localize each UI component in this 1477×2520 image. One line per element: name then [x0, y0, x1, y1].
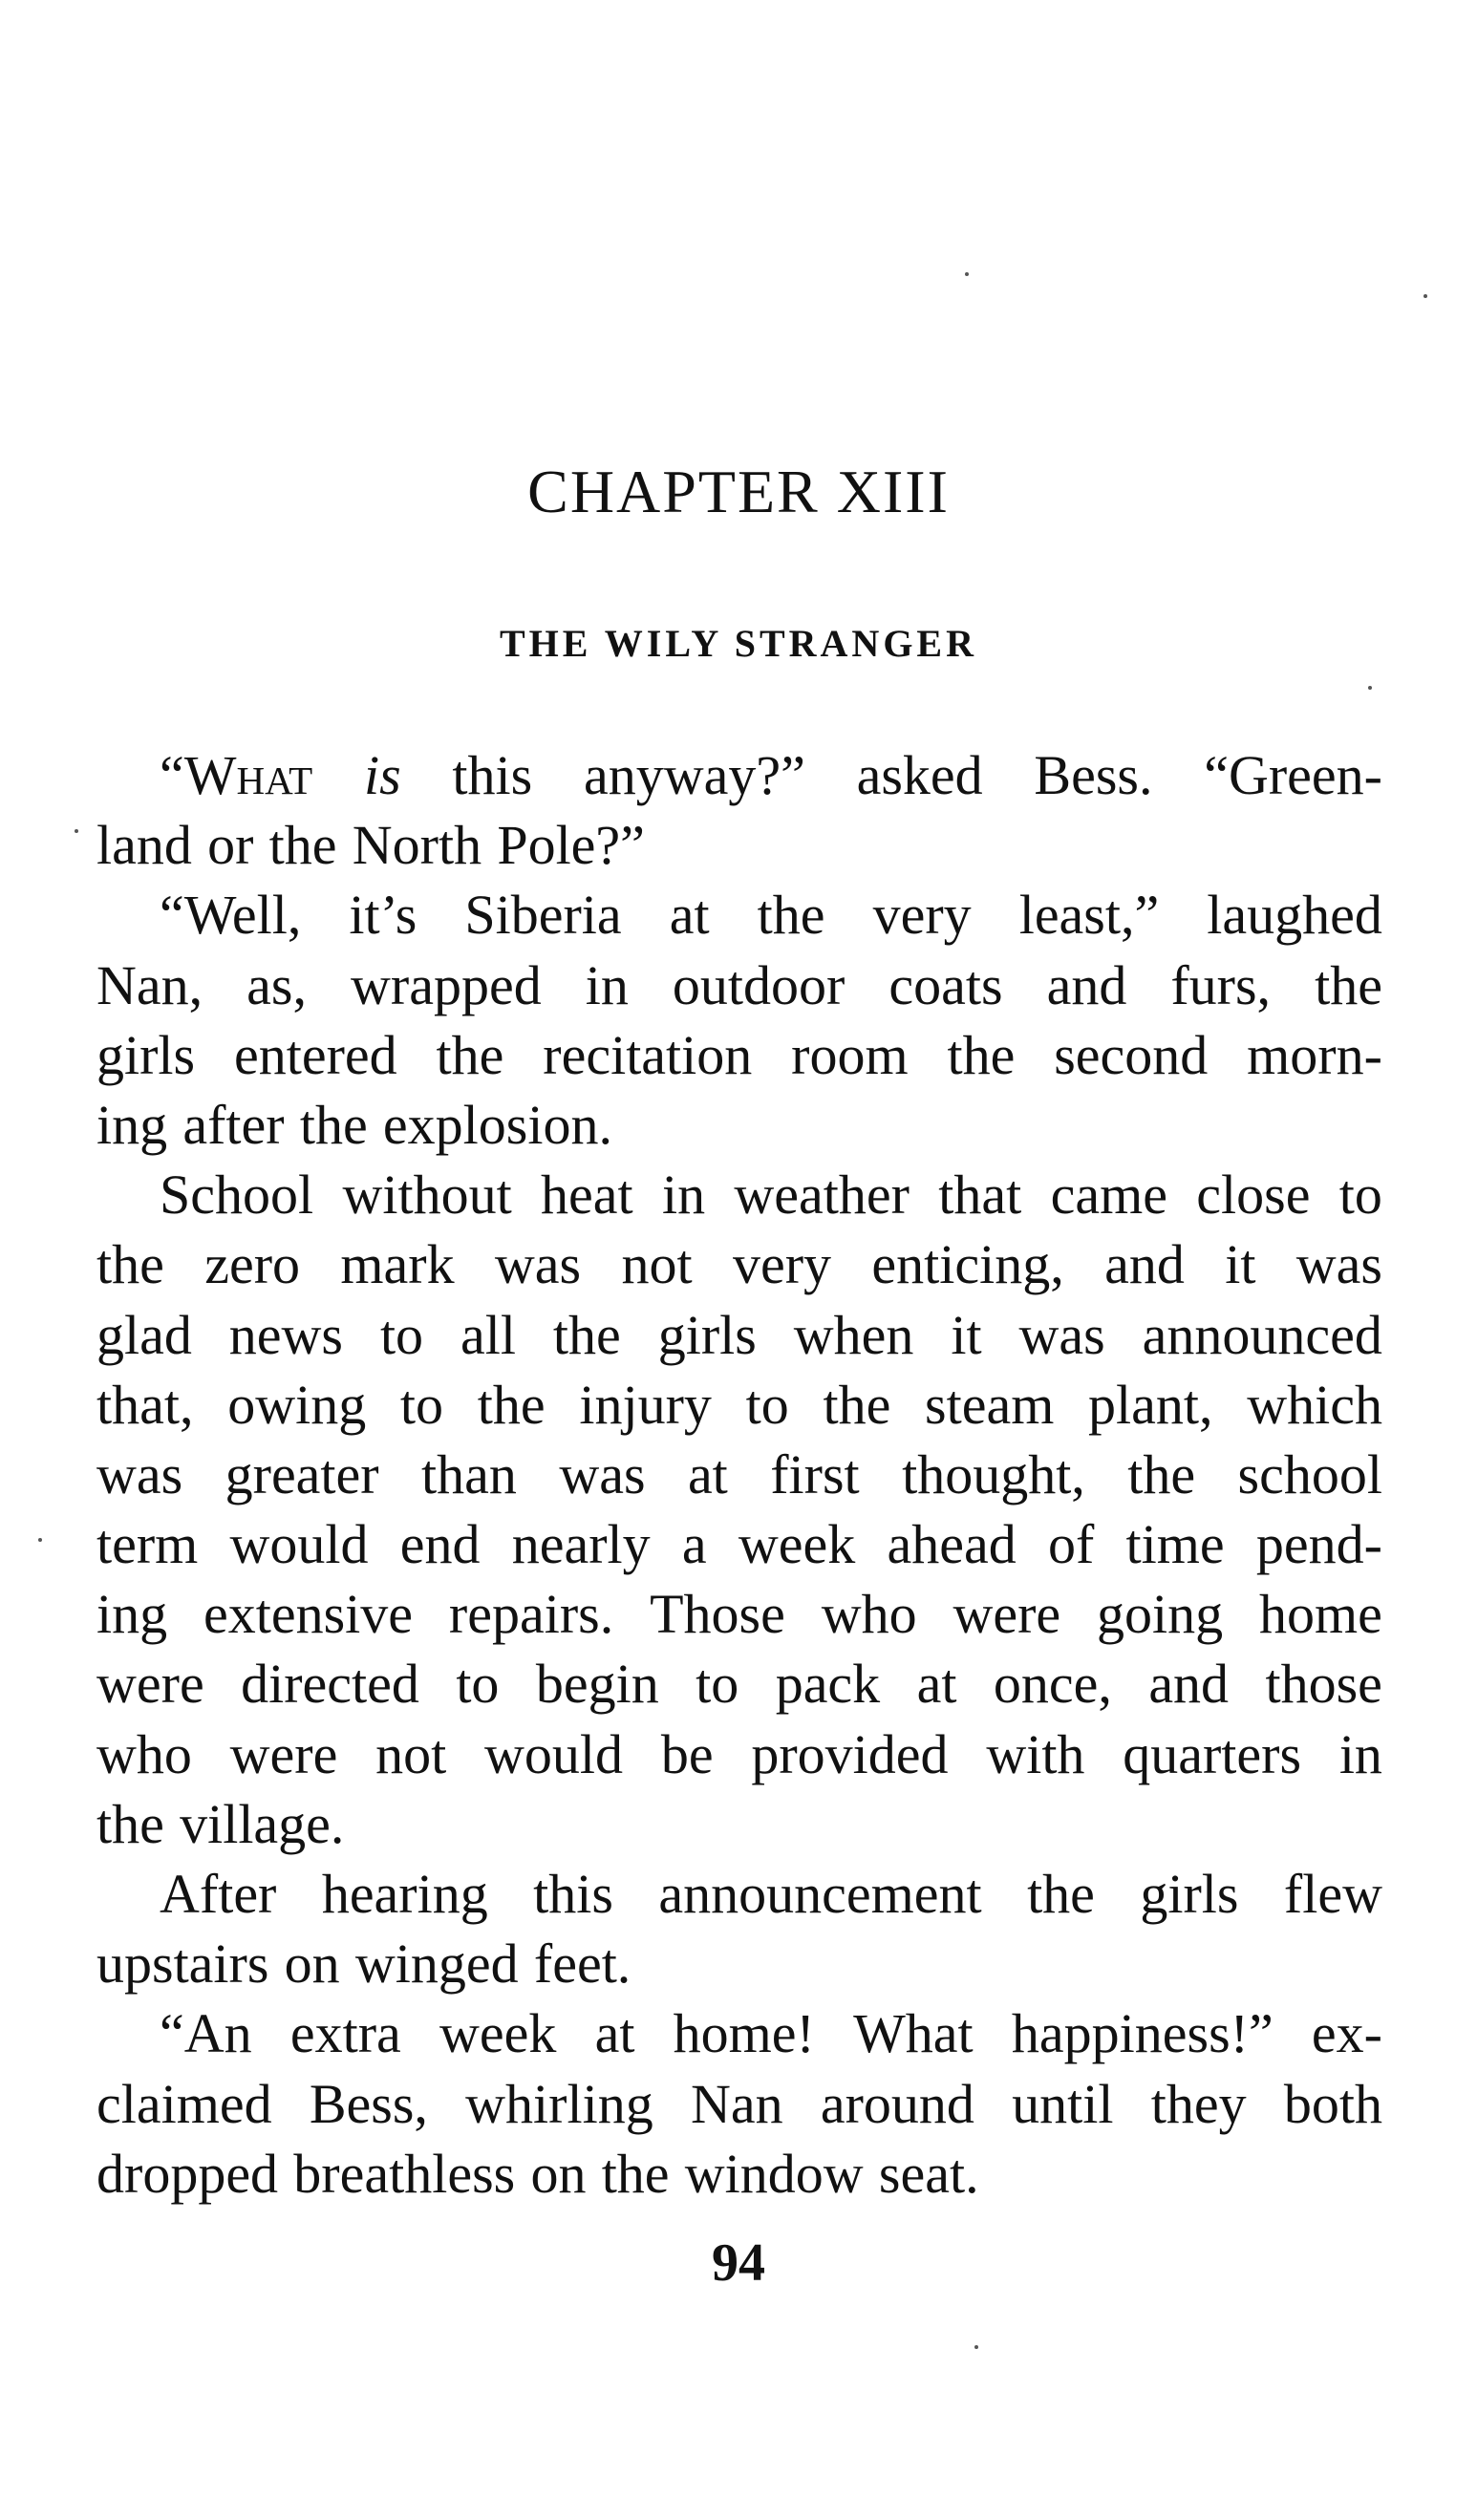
text-line: [96, 1719, 1382, 1789]
text-line: [96, 2069, 1382, 2139]
word: flew: [1283, 1863, 1382, 1925]
word: anyway?”: [583, 744, 805, 806]
text-line: [96, 1300, 1382, 1370]
word: with: [986, 1722, 1085, 1785]
word: ex-: [1311, 2002, 1382, 2065]
word: girls: [96, 1023, 196, 1086]
word: the: [823, 1373, 891, 1436]
word: girls: [657, 1303, 757, 1366]
word: around: [820, 2072, 974, 2135]
word: “An: [160, 2002, 252, 2065]
word: in: [661, 1164, 706, 1227]
word: the: [96, 1792, 164, 1855]
word: glad: [96, 1303, 192, 1366]
word: or: [207, 814, 254, 877]
chapter-number: CHAPTER XIII: [527, 458, 950, 525]
word: who: [821, 1583, 917, 1646]
word: was: [1295, 1233, 1382, 1296]
word: the: [299, 1093, 368, 1156]
word: than: [421, 1442, 517, 1506]
word: breathless: [293, 2142, 516, 2205]
word: school: [1237, 1442, 1382, 1506]
text-line: [96, 950, 1382, 1020]
word: at: [594, 2002, 635, 2065]
word: ing: [96, 1093, 168, 1156]
word: close: [1196, 1164, 1311, 1227]
word: this: [452, 744, 533, 806]
word: ahead: [887, 1513, 1017, 1576]
word: zero: [204, 1233, 301, 1296]
word: whirling: [465, 2072, 653, 2135]
word: they: [1150, 2072, 1247, 2135]
word: not: [621, 1233, 693, 1296]
word: and: [1104, 1233, 1185, 1296]
word: pend-: [1255, 1513, 1382, 1576]
word: is: [363, 744, 401, 806]
word: feet.: [533, 1933, 631, 1996]
word: first: [770, 1442, 860, 1506]
word: heat: [541, 1164, 633, 1227]
text-line: [96, 1229, 1382, 1299]
word: owing: [227, 1373, 367, 1436]
word: Nan: [690, 2072, 783, 2135]
text-line: [96, 1579, 1382, 1649]
word: laughed: [1207, 884, 1382, 947]
text-line: [96, 1649, 1382, 1719]
word: to: [696, 1653, 739, 1716]
word: coats: [888, 953, 1003, 1016]
word: What: [853, 2002, 974, 2065]
word: seat.: [878, 2142, 979, 2205]
word: at: [687, 1442, 728, 1506]
word: going: [1097, 1583, 1224, 1646]
word: steam: [925, 1373, 1055, 1436]
word: term: [96, 1513, 199, 1576]
word: second: [1054, 1023, 1209, 1086]
word: time: [1125, 1513, 1225, 1576]
word: “Green-: [1204, 744, 1382, 806]
word: the: [601, 2142, 670, 2205]
word: winged: [354, 1933, 519, 1996]
word: news: [228, 1303, 343, 1366]
word: it: [1225, 1233, 1256, 1296]
word: happiness!”: [1011, 2002, 1274, 2065]
word: and: [1046, 953, 1127, 1016]
text-line: [96, 1509, 1382, 1579]
word: as,: [246, 953, 307, 1016]
word: enticing,: [871, 1233, 1064, 1296]
word: asked: [856, 744, 983, 806]
scan-speck: [965, 272, 969, 276]
word: begin: [535, 1653, 659, 1716]
text-line: [96, 1929, 1382, 1998]
word: end: [399, 1513, 481, 1576]
text-line: [96, 1370, 1382, 1440]
word: to: [1338, 1164, 1382, 1227]
word: room: [791, 1023, 909, 1086]
text-line: [96, 1859, 1382, 1929]
word: least,”: [1018, 884, 1160, 947]
text-line: [96, 880, 1382, 950]
word: wrapped: [351, 953, 542, 1016]
word: North: [352, 814, 482, 877]
text-line: [96, 1998, 1382, 2068]
word: were: [953, 1583, 1061, 1646]
chapter-body-text: [96, 740, 1382, 2209]
word: and: [1148, 1653, 1230, 1716]
word: the: [947, 1023, 1016, 1086]
word: the: [268, 814, 337, 877]
word: that: [938, 1164, 1022, 1227]
word: land: [96, 814, 192, 877]
word: not: [375, 1722, 447, 1785]
word: “What: [160, 744, 313, 806]
scan-speck: [1368, 686, 1372, 690]
word: were: [96, 1653, 204, 1716]
word: Pole?”: [497, 814, 645, 877]
word: was: [494, 1233, 582, 1296]
word: weather: [734, 1164, 910, 1227]
word: in: [1338, 1722, 1382, 1785]
word: to: [379, 1303, 424, 1366]
word: the: [96, 1233, 164, 1296]
word: very: [732, 1233, 832, 1296]
word: was: [96, 1442, 183, 1506]
chapter-title: THE WILY STRANGER: [500, 622, 977, 665]
text-line: [96, 1440, 1382, 1509]
word: upstairs: [96, 1933, 269, 1996]
word: without: [342, 1164, 512, 1227]
word: at: [669, 884, 710, 947]
word: extra: [289, 2002, 401, 2065]
word: village.: [180, 1792, 345, 1855]
word: it: [951, 1303, 982, 1366]
word: Bess.: [1034, 744, 1153, 806]
word: of: [1047, 1513, 1095, 1576]
word: the: [552, 1303, 621, 1366]
word: week: [439, 2002, 557, 2065]
word: a: [681, 1513, 707, 1576]
word: in: [585, 953, 629, 1016]
text-line: [96, 2139, 1382, 2209]
scan-speck: [75, 829, 78, 833]
word: claimed: [96, 2072, 272, 2135]
word: would: [229, 1513, 369, 1576]
word: home!: [673, 2002, 815, 2065]
word: pack: [775, 1653, 881, 1716]
word: were: [229, 1722, 338, 1785]
word: the: [1127, 1442, 1196, 1506]
word: thought,: [902, 1442, 1085, 1506]
text-line: [96, 1789, 1382, 1859]
word: quarters: [1123, 1722, 1302, 1785]
word: girls: [1140, 1863, 1239, 1925]
word: would: [484, 1722, 624, 1785]
word: furs,: [1170, 953, 1272, 1016]
word: the: [1027, 1863, 1095, 1925]
word: when: [793, 1303, 914, 1366]
word: once,: [993, 1653, 1112, 1716]
word: the: [757, 884, 825, 947]
word: which: [1247, 1373, 1382, 1436]
word: came: [1050, 1164, 1167, 1227]
word: to: [399, 1373, 444, 1436]
word: After: [160, 1863, 277, 1925]
word: to: [456, 1653, 500, 1716]
text-line: [96, 1090, 1382, 1160]
word: Siberia: [464, 884, 622, 947]
word: mark: [340, 1233, 455, 1296]
word: all: [460, 1303, 516, 1366]
word: recitation: [543, 1023, 753, 1086]
word: was: [559, 1442, 646, 1506]
word: at: [916, 1653, 957, 1716]
word: home: [1259, 1583, 1382, 1646]
word: “Well,: [160, 884, 302, 947]
word: plant,: [1088, 1373, 1213, 1436]
word: the: [436, 1023, 504, 1086]
page-number: 94: [712, 2233, 765, 2293]
scan-speck: [974, 2345, 978, 2349]
word: hearing: [321, 1863, 488, 1925]
word: explosion.: [382, 1093, 612, 1156]
word: to: [745, 1373, 789, 1436]
word: School: [160, 1164, 314, 1227]
word: be: [660, 1722, 714, 1785]
word: injury: [579, 1373, 712, 1436]
word: until: [1012, 2072, 1114, 2135]
word: entered: [234, 1023, 397, 1086]
word: was: [1018, 1303, 1105, 1366]
word: very: [872, 884, 972, 947]
text-line: [96, 810, 1382, 880]
word: greater: [225, 1442, 379, 1506]
word: week: [738, 1513, 856, 1576]
word: after: [182, 1093, 285, 1156]
word: window: [684, 2142, 864, 2205]
word: Nan,: [96, 953, 203, 1016]
word: on: [530, 2142, 587, 2205]
word: morn-: [1247, 1023, 1382, 1086]
word: outdoor: [672, 953, 846, 1016]
word: Those: [650, 1583, 785, 1646]
text-line: [96, 740, 1382, 810]
word: who: [96, 1722, 192, 1785]
scan-speck: [1423, 294, 1427, 298]
word: the: [477, 1373, 546, 1436]
word: on: [284, 1933, 340, 1996]
word: those: [1265, 1653, 1382, 1716]
word: Bess,: [309, 2072, 428, 2135]
text-line: [96, 1160, 1382, 1229]
word: announced: [1142, 1303, 1382, 1366]
word: it’s: [349, 884, 417, 947]
scan-speck: [38, 1538, 42, 1542]
word: extensive: [203, 1583, 414, 1646]
word: the: [1315, 953, 1382, 1016]
word: repairs.: [448, 1583, 614, 1646]
word: both: [1283, 2072, 1382, 2135]
word: ing: [96, 1583, 168, 1646]
word: that,: [96, 1373, 194, 1436]
word: nearly: [511, 1513, 651, 1576]
word: this: [533, 1863, 613, 1925]
text-line: [96, 1020, 1382, 1090]
word: announcement: [658, 1863, 982, 1925]
word: dropped: [96, 2142, 279, 2205]
word: provided: [751, 1722, 949, 1785]
word: directed: [241, 1653, 419, 1716]
